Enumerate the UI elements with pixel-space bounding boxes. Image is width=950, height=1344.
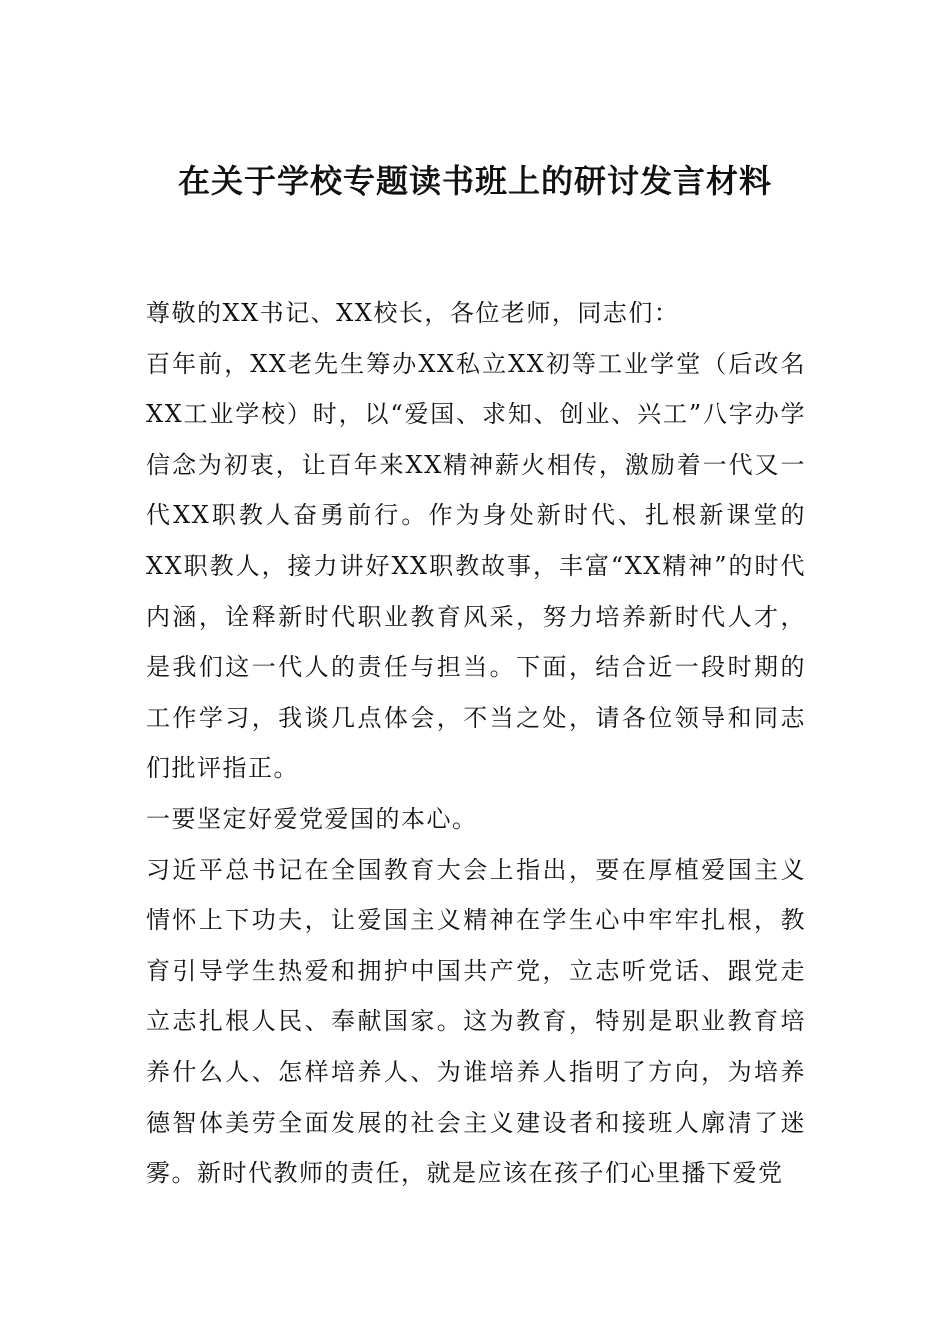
salutation-paragraph: 尊敬的XX书记、XX校长，各位老师，同志们： [146,299,680,327]
document-title: 在关于学校专题读书班上的研讨发言材料 [177,162,772,200]
section-heading-1: 一要坚定好爱党爱国的本心。 [146,804,478,833]
body-paragraph: 习近平总书记在全国教育大会上指出，要在厚植爱国主义情怀上下功夫，让爱国主义精神在学生心中牢牢扎根，教育引导学生热爱和拥护中国共产党，立志听党话、跟党走立志扎根人民、奉献国家。这为教育，特别是职业教育培养什么人、怎样培养人、为谁培养人指明了方向，为培养德智体美劳全面发展的社会主义建设者和接班人廓清了迷雾。新时代教师的责任，就是应该在孩子们心里播下爱党 [146,855,806,1188]
intro-paragraph: 百年前，XX老先生筹办XX私立XX初等工业学堂（后改名XX工业学校）时，以“爱国、求知、创业、兴工”八字办学信念为初衷，让百年来XX精神薪火相传，激励着一代又一代XX职教人奋勇前行。作为身处新时代、扎根新课堂的XX职教人，接力讲好XX职教故事，丰富“XX精神”的时代内涵，诠释新时代职业教育风采，努力培养新时代人才，是我们这一代人的责任与担当。下面，结合近一段时期的工作学习，我谈几点体会，不当之处，请各位领导和同志们批评指正。 [146,349,806,783]
document-body [146,288,806,1199]
